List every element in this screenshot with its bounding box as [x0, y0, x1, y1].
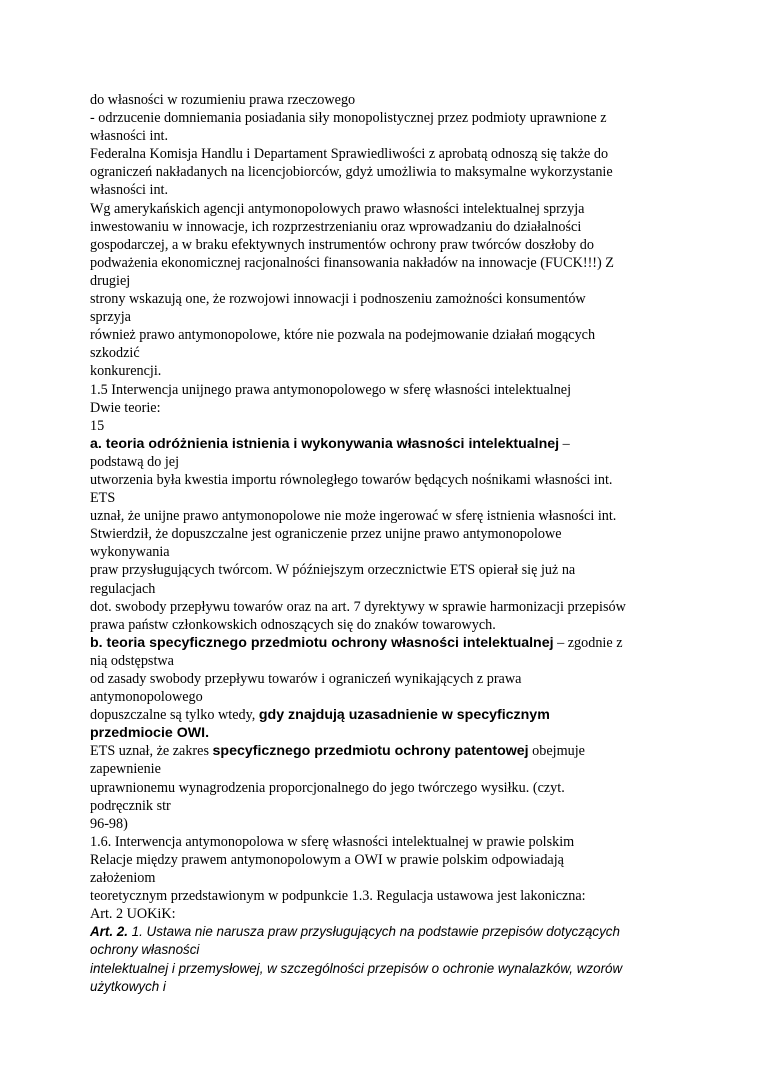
dopuszczalne-line: [90, 706, 670, 724]
text-line: 96-98): [90, 815, 128, 832]
text-line: gospodarczej, a w braku efektywnych instrumentów ochrony praw twórców doszłoby do: [90, 236, 594, 253]
text-line: praw przysługujących twórcom. W późniejszym orzecznictwie ETS opierał się już na: [90, 562, 576, 579]
text-line: teoretycznym przedstawionym w podpunkcie 1.3. Regulacja ustawowa jest lakoniczna:: [90, 888, 586, 905]
text-line: szkodzić: [90, 345, 140, 362]
dopuszczalne-plain: dopuszczalne są tylko wtedy,: [90, 707, 259, 724]
text-line: zapewnienie: [90, 761, 161, 778]
text-line: od zasady swobody przepływu towarów i ograniczeń wynikających z prawa: [90, 671, 522, 687]
ets-line: [90, 742, 670, 760]
article-line: użytkowych i: [90, 978, 166, 994]
theory-a-line: [90, 435, 670, 453]
przedmiocie-line: [90, 724, 670, 742]
text-line: Stwierdził, że dopuszczalne jest ograniczenie przez unijne prawo antymonopolowe: [90, 526, 562, 543]
text-line: utworzenia była kwestia importu równoległego towarów będących nośnikami własności int.: [90, 471, 613, 488]
article-line: intelektualnej i przemysłowej, w szczególności przepisów o ochronie wynalazków, wzorów: [90, 960, 623, 976]
text-line: własności int.: [90, 182, 169, 199]
article-text: 1. Ustawa nie narusza praw przysługujących na podstawie przepisów dotyczących: [127, 924, 620, 940]
text-line: uprawnionemu wynagrodzenia proporcjonalnego do jego twórczego wysiłku. (czyt.: [90, 779, 565, 796]
text-line: podstawą do jej: [90, 453, 180, 470]
text-line: antymonopolowego: [90, 689, 203, 706]
ets-rest: obejmuje: [528, 743, 585, 760]
text-line: wykonywania: [90, 544, 170, 561]
text-line: nią odstępstwa: [90, 652, 174, 669]
theory-a-dash: –: [559, 435, 570, 452]
dopuszczalne-emphasis: gdy znajdują uzasadnienie w specyficznym: [258, 707, 550, 724]
text-line: do własności w rozumieniu prawa rzeczowego: [90, 92, 356, 108]
section-heading-1-6: 1.6. Interwencja antymonopolowa w sferę własności intelektualnej w prawie polskim: [90, 833, 575, 850]
text-line: również prawo antymonopolowe, które nie pozwala na podejmowanie działań mogących: [90, 327, 596, 344]
text-line: konkurencji.: [90, 363, 162, 380]
text-line: podważenia ekonomicznej racjonalności finansowania nakładów na innowacje (FUCK!!!) Z: [90, 254, 614, 271]
article-line: ochrony własności: [90, 942, 200, 958]
przedmiocie-emphasis: przedmiocie OWI.: [90, 725, 210, 742]
text-line: ‐ odrzucenie domniemania posiadania siły monopolistycznej przez podmioty uprawnione z: [90, 110, 607, 127]
text-line: drugiej: [90, 272, 131, 289]
text-line: strony wskazują one, że rozwojowi innowacji i podnoszeniu zamożności konsumentów: [90, 291, 586, 308]
text-line: ograniczeń nakładanych na licencjobiorców, gdyż umożliwia to maksymalne wykorzystanie: [90, 164, 613, 181]
article-label: Art. 2.: [90, 924, 128, 940]
theory-b-rest: – zgodnie z: [553, 634, 623, 651]
text-line: założeniom: [90, 870, 156, 887]
ets-emphasis: specyficznego przedmiotu ochrony patentowej: [212, 743, 529, 760]
text-line: regulacjach: [90, 580, 156, 597]
text-line: Dwie teorie:: [90, 399, 161, 416]
theory-b-title: b. teoria specyficznego przedmiotu ochrony własności intelektualnej: [90, 634, 554, 651]
document-page: [90, 91, 670, 996]
theory-b-line: [90, 634, 670, 652]
text-line: sprzyja: [90, 309, 131, 326]
text-line: Art. 2 UOKiK:: [90, 906, 176, 923]
text-line: ETS: [90, 490, 116, 507]
article-line: [90, 923, 670, 941]
text-line: własności int.: [90, 128, 169, 145]
section-heading-1-5: 1.5 Interwencja unijnego prawa antymonopolowego w sferę własności intelektualnej: [90, 381, 572, 398]
ets-plain: ETS uznał, że zakres: [90, 743, 213, 760]
text-line: uznał, że unijne prawo antymonopolowe nie może ingerować w sferę istnienia własności int.: [90, 508, 617, 525]
text-line: Wg amerykańskich agencji antymonopolowych prawo własności intelektualnej sprzyja: [90, 200, 585, 217]
text-line: prawa państw członkowskich odnoszących się do znaków towarowych.: [90, 616, 496, 633]
text-line: Relacje między prawem antymonopolowym a OWI w prawie polskim odpowiadają: [90, 851, 564, 868]
theory-a-title: a. teoria odróżnienia istnienia i wykonywania własności intelektualnej: [90, 435, 560, 452]
text-line: dot. swobody przepływu towarów oraz na art. 7 dyrektywy w sprawie harmonizacji przepisów: [90, 598, 626, 615]
text-line: inwestowaniu w innowacje, ich rozprzestrzenianiu oraz wprowadzaniu do działalności: [90, 218, 582, 235]
page-number: 15: [90, 417, 105, 434]
text-line: podręcznik str: [90, 797, 171, 814]
text-line: Federalna Komisja Handlu i Departament Sprawiedliwości z aprobatą odnoszą się także do: [90, 146, 609, 163]
